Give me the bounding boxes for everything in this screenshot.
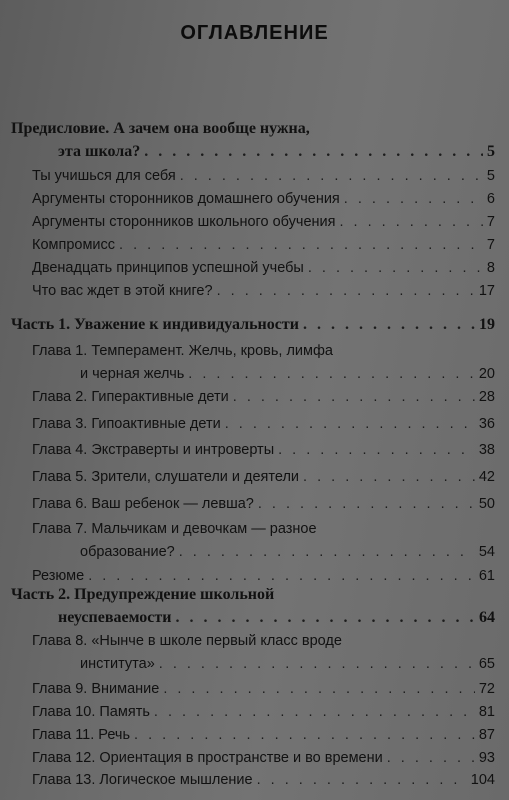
toc-page-number: 8 <box>486 260 495 276</box>
leader-dots <box>217 283 475 299</box>
leader-dots <box>154 704 475 720</box>
toc-entry-label: Глава 10. Память <box>32 704 150 720</box>
toc-page-number: 54 <box>478 544 495 560</box>
leader-dots <box>134 727 475 743</box>
toc-entry-label: Глава 2. Гиперактивные дети <box>32 389 229 405</box>
toc-page-number: 5 <box>486 168 495 184</box>
toc-entry-label: Глава 5. Зрители, слушатели и деятели <box>32 469 300 485</box>
toc-entry-label: Часть 1. Уважение к индивидуальности <box>11 316 299 333</box>
toc-entry-part2[interactable] <box>11 586 495 632</box>
toc-page-number: 6 <box>486 191 495 207</box>
toc-page-number: 72 <box>478 681 495 697</box>
leader-dots <box>225 416 475 432</box>
toc-page-number: 65 <box>478 656 495 672</box>
leader-dots <box>175 609 475 627</box>
page-title: ОГЛАВЛЕНИЕ <box>180 22 329 44</box>
leader-dots <box>257 772 467 788</box>
toc-entry[interactable] <box>32 168 495 191</box>
toc-page-number: 64 <box>479 609 495 626</box>
toc-entry-label: Часть 2. Предупреждение школьной <box>11 586 275 603</box>
toc-entry[interactable] <box>32 260 495 283</box>
leader-dots <box>387 750 475 766</box>
toc-entry-label: неуспеваемости <box>58 609 172 626</box>
toc-entry[interactable] <box>32 681 495 704</box>
toc-page-number: 38 <box>478 442 495 458</box>
leader-dots <box>88 568 475 584</box>
toc-entry-label: Ты учишься для себя <box>32 168 176 184</box>
leader-dots <box>188 366 475 382</box>
toc-entry-label: Глава 1. Темперамент. Желчь, кровь, лимфа <box>32 343 333 359</box>
toc-entry-label: Глава 3. Гипоактивные дети <box>32 416 221 432</box>
leader-dots <box>278 442 475 458</box>
toc-entry[interactable] <box>32 283 495 306</box>
toc-entry-label: Что вас ждет в этой книге? <box>32 283 213 299</box>
toc-page-number: 36 <box>478 416 495 432</box>
toc-entry-label: и черная желчь <box>80 366 185 382</box>
leader-dots <box>258 496 475 512</box>
toc-entry-label: Компромисс <box>32 237 116 253</box>
toc-entry-label: Глава 7. Мальчикам и девочкам — разное <box>32 521 317 537</box>
toc-page-number: 87 <box>478 727 495 743</box>
toc-page-number: 17 <box>478 283 495 299</box>
toc-entry[interactable] <box>32 727 495 750</box>
toc-page-number: 42 <box>478 469 495 485</box>
toc-entry[interactable] <box>32 389 495 412</box>
leader-dots <box>144 143 483 161</box>
toc-entry-label: Глава 6. Ваш ребенок — левша? <box>32 496 254 512</box>
toc-page-number: 7 <box>486 214 495 230</box>
toc-entry-label: Глава 12. Ориентация в пространстве и во времени <box>32 750 383 766</box>
toc-entry-label: Предисловие. А зачем она вообще нужна, <box>11 120 310 137</box>
toc-entry-part1[interactable] <box>11 316 495 339</box>
toc-entry-label: Глава 4. Экстраверты и интроверты <box>32 442 275 458</box>
toc-page-number: 19 <box>479 316 495 333</box>
toc-entry[interactable] <box>32 214 495 237</box>
toc-page-number: 5 <box>487 143 495 160</box>
toc-page-number: 7 <box>486 237 495 253</box>
leader-dots <box>308 260 483 276</box>
toc-page-number: 50 <box>478 496 495 512</box>
toc-page-number: 93 <box>478 750 495 766</box>
toc-page-number: 28 <box>478 389 495 405</box>
toc-entry[interactable] <box>32 191 495 214</box>
toc-entry[interactable] <box>32 416 495 439</box>
toc-entry[interactable] <box>32 633 495 679</box>
leader-dots <box>303 469 475 485</box>
toc-page-number: 81 <box>478 704 495 720</box>
toc-entry[interactable] <box>32 343 495 389</box>
toc-page-number: 61 <box>478 568 495 584</box>
toc-page-number: 20 <box>478 366 495 382</box>
toc-entry-label: Аргументы сторонников домашнего обучения <box>32 191 340 207</box>
leader-dots <box>303 316 475 334</box>
leader-dots <box>180 168 483 184</box>
toc-entry-label: Глава 9. Внимание <box>32 681 160 697</box>
toc-entry-label: образование? <box>80 544 175 560</box>
toc-entry[interactable] <box>32 496 495 519</box>
toc-entry-label: Двенадцать принципов успешной учебы <box>32 260 304 276</box>
toc-entry-label: Резюме <box>32 568 85 584</box>
toc-entry-preface[interactable] <box>11 120 495 166</box>
toc-entry[interactable] <box>32 704 495 727</box>
leader-dots <box>119 237 483 253</box>
leader-dots <box>340 214 483 230</box>
toc-page-number: 104 <box>470 772 495 788</box>
toc-entry-label: института» <box>80 656 155 672</box>
toc-entry[interactable] <box>32 750 495 773</box>
leader-dots <box>179 544 475 560</box>
toc-entry[interactable] <box>32 442 495 465</box>
toc-entry[interactable] <box>32 772 495 795</box>
leader-dots <box>233 389 475 405</box>
toc-entry-label: Глава 8. «Нынче в школе первый класс вроде <box>32 633 342 649</box>
toc-entry[interactable] <box>32 237 495 260</box>
toc-entry[interactable] <box>32 521 495 567</box>
toc-entry[interactable] <box>32 469 495 492</box>
leader-dots <box>344 191 483 207</box>
toc-entry-label: эта школа? <box>58 143 141 160</box>
toc-entry-label: Глава 13. Логическое мышление <box>32 772 253 788</box>
toc-entry-label: Глава 11. Речь <box>32 727 131 743</box>
toc-entry-label: Аргументы сторонников школьного обучения <box>32 214 336 230</box>
leader-dots <box>159 656 475 672</box>
leader-dots <box>163 681 475 697</box>
